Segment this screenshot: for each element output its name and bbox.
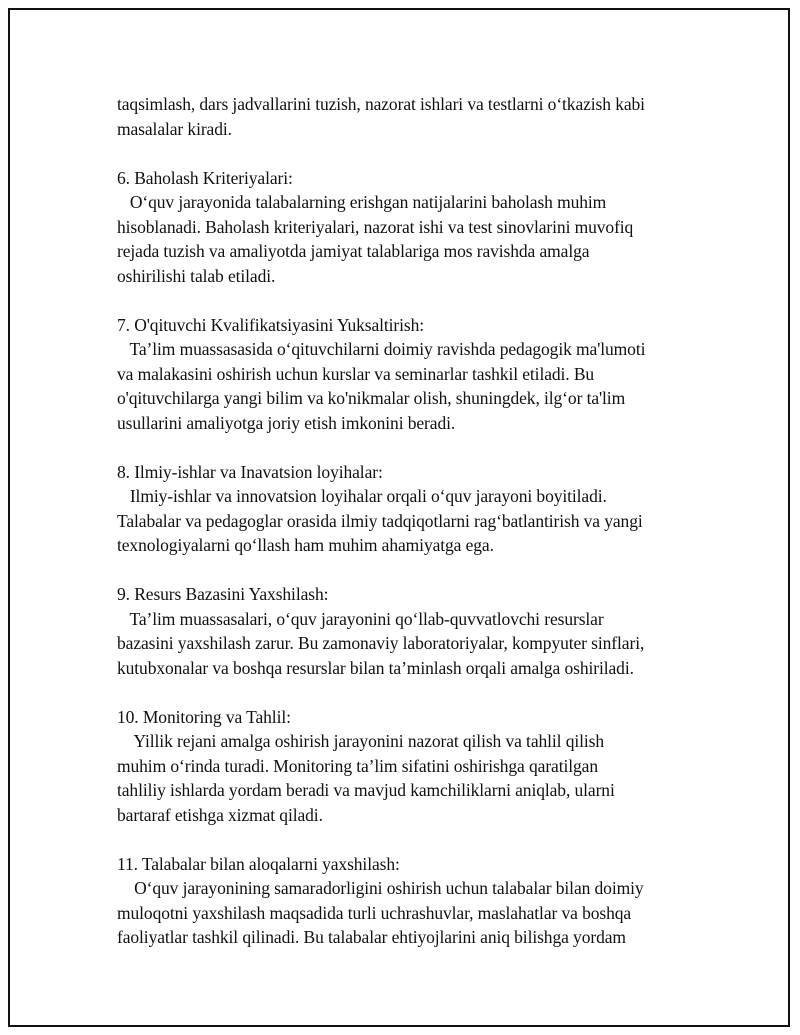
section-11 [117, 852, 697, 950]
section-10 [117, 705, 697, 828]
section-8 [117, 460, 697, 558]
section-heading: 7. O'qituvchi Kvalifikatsiyasini Yuksaltirish: [117, 314, 425, 335]
text-line: bartaraf etishga xizmat qiladi. [117, 804, 323, 825]
text-line: usullarini amaliyotga joriy etish imkonini beradi. [117, 412, 456, 433]
document-body [117, 92, 697, 950]
text-line: Ta’lim muassasalari, o‘quv jarayonini qo‘llab-quvvatlovchi resurslar [117, 608, 604, 629]
section-heading: 11. Talabalar bilan aloqalarni yaxshilash: [117, 853, 400, 874]
text-line: masalalar kiradi. [117, 118, 232, 139]
text-line: Talabalar va pedagoglar orasida ilmiy tadqiqotlarni rag‘batlantirish va yangi [117, 510, 643, 531]
section-9 [117, 582, 697, 680]
text-line: rejada tuzish va amaliyotda jamiyat talablariga mos ravishda amalga [117, 241, 590, 261]
text-line: Ta’lim muassasasida o‘qituvchilarni doimiy ravishda pedagogik ma'lumoti [117, 339, 646, 359]
text-line: kutubxonalar va boshqa resurslar bilan ta’minlash orqali amalga oshiriladi. [117, 657, 634, 678]
text-line: muhim o‘rinda turadi. Monitoring ta’lim sifatini oshirishga qaratilgan [117, 755, 598, 776]
text-line: taqsimlash, dars jadvallarini tuzish, nazorat ishlari va testlarni o‘tkazish kabi [117, 94, 645, 114]
text-line: muloqotni yaxshilash maqsadida turli uchrashuvlar, maslahatlar va boshqa [117, 902, 632, 923]
text-line: Ilmiy-ishlar va innovatsion loyihalar orqali o‘quv jarayoni boyitiladi. [117, 486, 607, 506]
section-heading: 6. Baholash Kriteriyalari: [117, 167, 293, 188]
section-6 [117, 166, 697, 289]
section-heading: 10. Monitoring va Tahlil: [117, 706, 291, 727]
section-heading: 9. Resurs Bazasini Yaxshilash: [117, 584, 329, 604]
text-line: O‘quv jarayonida talabalarning erishgan natijalarini baholash muhim [117, 192, 607, 212]
text-line: faoliyatlar tashkil qilinadi. Bu talabalar ehtiyojlarini aniq bilishga yordam [117, 927, 626, 947]
text-line: Yillik rejani amalga oshirish jarayonini nazorat qilish va tahlil qilish [117, 731, 604, 751]
text-line: o'qituvchilarga yangi bilim va ko'nikmalar olish, shuningdek, ilg‘or ta'lim [117, 388, 626, 408]
section-7 [117, 313, 697, 436]
intro-paragraph [117, 92, 697, 141]
text-line: hisoblanadi. Baholash kriteriyalari, nazorat ishi va test sinovlarini muvofiq [117, 216, 634, 237]
text-line: tahliliy ishlarda yordam beradi va mavjud kamchiliklarni aniqlab, ularni [117, 780, 615, 800]
text-line: texnologiyalarni qo‘llash ham muhim ahamiyatga ega. [117, 535, 494, 555]
text-line: bazasini yaxshilash zarur. Bu zamonaviy laboratoriyalar, kompyuter sinflari, [117, 633, 645, 653]
text-line: va malakasini oshirish uchun kurslar va seminarlar tashkil etiladi. Bu [117, 363, 595, 384]
text-line: oshirilishi talab etiladi. [117, 265, 276, 286]
text-line: O‘quv jarayonining samaradorligini oshirish uchun talabalar bilan doimiy [117, 878, 644, 898]
section-heading: 8. Ilmiy-ishlar va Inavatsion loyihalar: [117, 461, 383, 482]
